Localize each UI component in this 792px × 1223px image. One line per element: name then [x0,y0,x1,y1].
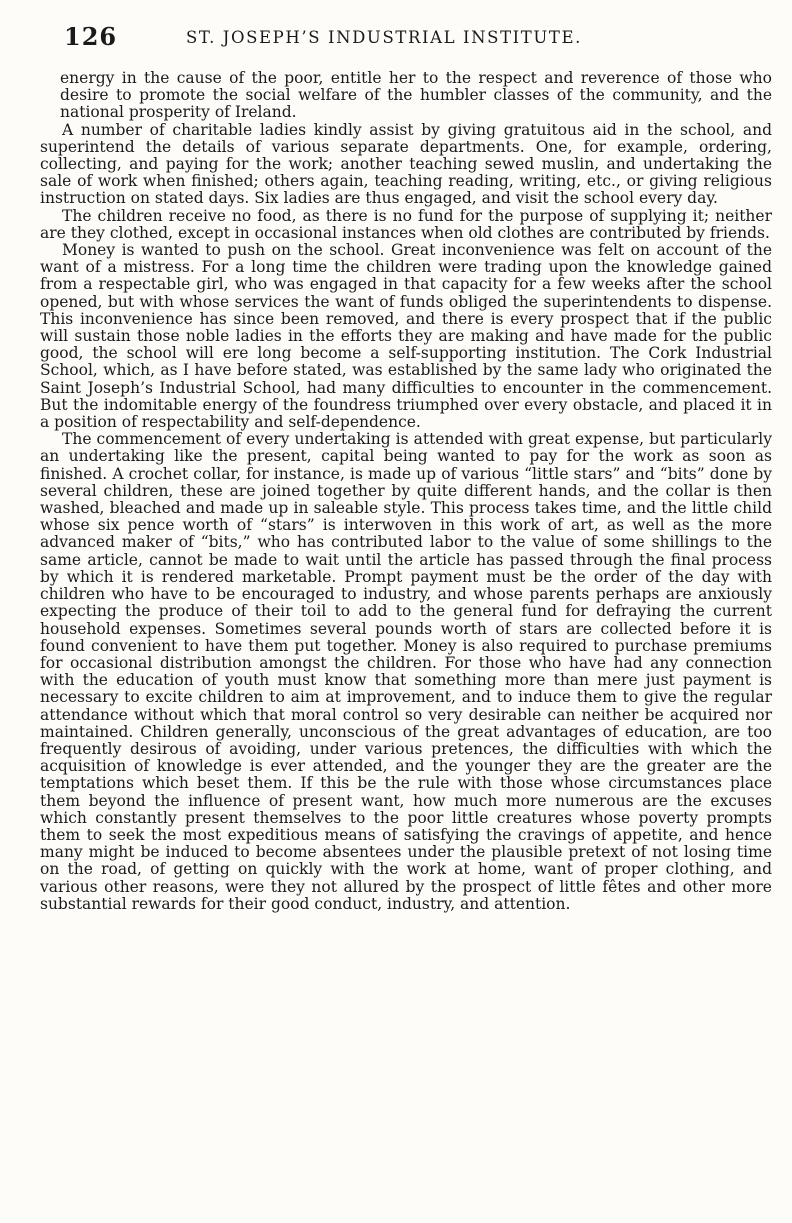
paragraph-food-clothing: The children receive no food, as there is no fund for the purpose of supplying it; neither are they clothed, except in occasional instances when old clothes are contributed by friends. [40,206,772,242]
paragraph-charitable-ladies: A number of charitable ladies kindly assist by giving gratuitous aid in the school, and superintend the details of various separate departments. One, for example, ordering, collecting, and paying for the work; another teaching sewed muslin, and undertaking the sale of work when finished; others again, teaching reading, writing, etc., or giving religious instruction on stated days. Six ladies are thus engaged, and visit the school every day. [40,120,772,208]
paragraph-money-wanted: Money is wanted to push on the school. Great inconvenience was felt on account of the want of a mistress. For a long time the children were trading upon the knowledge gained from a respectable girl, who was engaged in that capacity for a few weeks after the school opened, but with whose services the want of funds obliged the superintendents to dispense. This inconvenience has since been removed, and there is every prospect that if the public will sustain those noble ladies in the efforts they are making and have made for the public good, the school will ere long become a self-supporting institution. The Cork Industrial School, which, as I have before stated, was established by the same lady who originated the Saint Joseph’s Industrial School, had many difficulties to encounter in the commencement. But the indomitable energy of the foundress triumphed over every obstacle, and placed it in a position of respectability and self-dependence. [40,241,772,432]
paragraph-continued: energy in the cause of the poor, entitle her to the respect and reverence of those who desire to promote the social welfare of the humbler classes of the community, and the national prosperity of Ireland. [60,69,772,122]
page-number: 126 [64,22,118,51]
running-title: ST. JOSEPH’S INDUSTRIAL INSTITUTE. [186,28,582,47]
body-text [40,70,772,913]
page-header [64,22,744,54]
paragraph-commencement: The commencement of every undertaking is attended with great expense, but particularly an undertaking like the present, capital being wanted to pay for the work as soon as finished. A crochet collar, for instance, is made up of various “little stars” and “bits” done by several children, these are joined together by quite different hands, and the collar is then washed, bleached and made up in saleable style. This process takes time, and the little child whose six pence worth of “stars” is interwoven in this work of art, as well as the more advanced maker of “bits,” who has contributed labor to the value of some shillings to the same article, cannot be made to wait until the article has passed through the final process by which it is rendered marketable. Prompt payment must be the order of the day with children who have to be encouraged to industry, and whose parents perhaps are anxiously expecting the produce of their toil to add to the general fund for defraying the current household expenses. Sometimes several pounds worth of stars are collected before it is found convenient to have them put together. Money is also required to purchase premiums for occasional distribution amongst the children. For those who have had any connection with the education of youth must know that something more than mere just payment is necessary to excite children to aim at improvement, and to induce them to give the regular attendance without which that moral control so very desirable can neither be acquired nor maintained. Children generally, unconscious of the great advantages of education, are too frequently desirous of avoiding, under various pretences, the difficulties with which the acquisition of knowledge is ever attended, and the younger they are the greater are the temptations which beset them. If this be the rule with those whose circumstances place them beyond the influence of present want, how much more numerous are the excuses which constantly present themselves to the poor little creatures whose poverty prompts them to seek the most expeditious means of satisfying the cravings of appetite, and hence many might be induced to become absentees under the plausible pretext of not losing time on the road, of getting on quickly with the work at home, want of proper clothing, and various other reasons, were they not allured by the prospect of little fêtes and other more substantial rewards for their good conduct, industry, and attention. [40,430,772,913]
